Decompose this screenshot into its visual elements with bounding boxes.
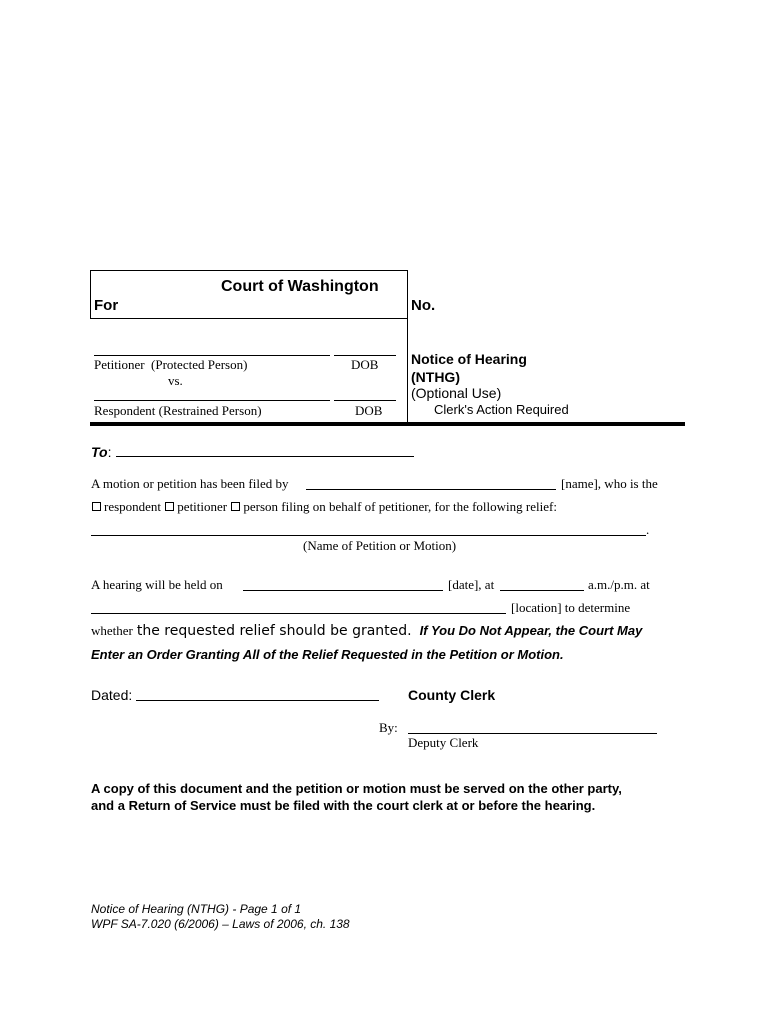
to-colon: :	[107, 444, 112, 460]
caption-divider	[90, 422, 685, 426]
respondent-dob-label: DOB	[355, 403, 383, 418]
petitioner-dob-line[interactable]	[334, 355, 396, 356]
motion-prefix: A motion or petition has been filed by	[91, 476, 289, 491]
petitioner-name-line[interactable]	[94, 355, 330, 356]
petitioner-checkbox[interactable]	[165, 502, 174, 511]
time-label: a.m./p.m. at	[588, 577, 650, 592]
petition-name-caption: (Name of Petition or Motion)	[303, 538, 457, 553]
warning-part2: Enter an Order Granting All of the Relief Requested in the Petition or Motion.	[91, 647, 564, 662]
whether-rest: the requested relief should be granted.	[136, 623, 412, 639]
petition-name-line[interactable]	[91, 535, 646, 536]
court-title: Court of Washington	[221, 278, 379, 295]
petitioner-option-label: petitioner	[177, 499, 228, 514]
hearing-location-field[interactable]	[91, 613, 506, 614]
for-label: For	[94, 297, 119, 314]
case-number-label: No.	[411, 297, 436, 314]
behalf-option-label: person filing on behalf of petitioner, for the following relief:	[243, 499, 557, 514]
filer-role-options	[91, 499, 557, 515]
footer-form-id: WPF SA-7.020 (6/2006) – Laws of 2006, ch. 138	[91, 917, 350, 931]
hearing-prefix: A hearing will be held on	[91, 577, 223, 592]
optional-use-label: (Optional Use)	[411, 385, 502, 401]
service-notice-line2: and a Return of Service must be filed with the court clerk at or before the hearing.	[91, 798, 596, 813]
doc-title-line1: Notice of Hearing	[411, 351, 527, 367]
date-label: [date], at	[448, 577, 495, 592]
motion-suffix: [name], who is the	[561, 476, 658, 491]
dated-field[interactable]	[136, 700, 379, 701]
respondent-name-line[interactable]	[94, 400, 330, 401]
petitioner-dob-label: DOB	[351, 357, 379, 372]
dated-label: Dated:	[91, 687, 133, 703]
county-clerk-label: County Clerk	[408, 687, 496, 703]
clerk-action-label: Clerk's Action Required	[434, 402, 569, 417]
relief-period: .	[646, 522, 650, 537]
footer-page-info: Notice of Hearing (NTHG) - Page 1 of 1	[91, 902, 302, 916]
whether-word: whether	[91, 623, 133, 638]
respondent-label: Respondent (Restrained Person)	[94, 403, 262, 418]
warning-part1: If You Do Not Appear, the Court May	[419, 623, 643, 638]
clerk-signature-line[interactable]	[408, 733, 657, 734]
respondent-option-label: respondent	[104, 499, 162, 514]
to-recipient-line[interactable]	[116, 456, 414, 457]
deputy-clerk-label: Deputy Clerk	[408, 735, 479, 750]
vs-label: vs.	[168, 373, 183, 388]
to-label: To	[91, 444, 108, 460]
behalf-checkbox[interactable]	[231, 502, 240, 511]
doc-title-line2: (NTHG)	[411, 369, 460, 385]
respondent-checkbox[interactable]	[92, 502, 101, 511]
service-notice-line1: A copy of this document and the petition or motion must be served on the other party,	[91, 781, 622, 796]
whether-line	[91, 622, 642, 640]
petitioner-label: Petitioner (Protected Person)	[94, 357, 248, 372]
hearing-time-field[interactable]	[500, 590, 584, 591]
hearing-date-field[interactable]	[243, 590, 443, 591]
filer-name-line[interactable]	[306, 489, 556, 490]
location-label: [location] to determine	[511, 600, 631, 615]
by-label: By:	[379, 720, 398, 735]
respondent-dob-line[interactable]	[334, 400, 396, 401]
